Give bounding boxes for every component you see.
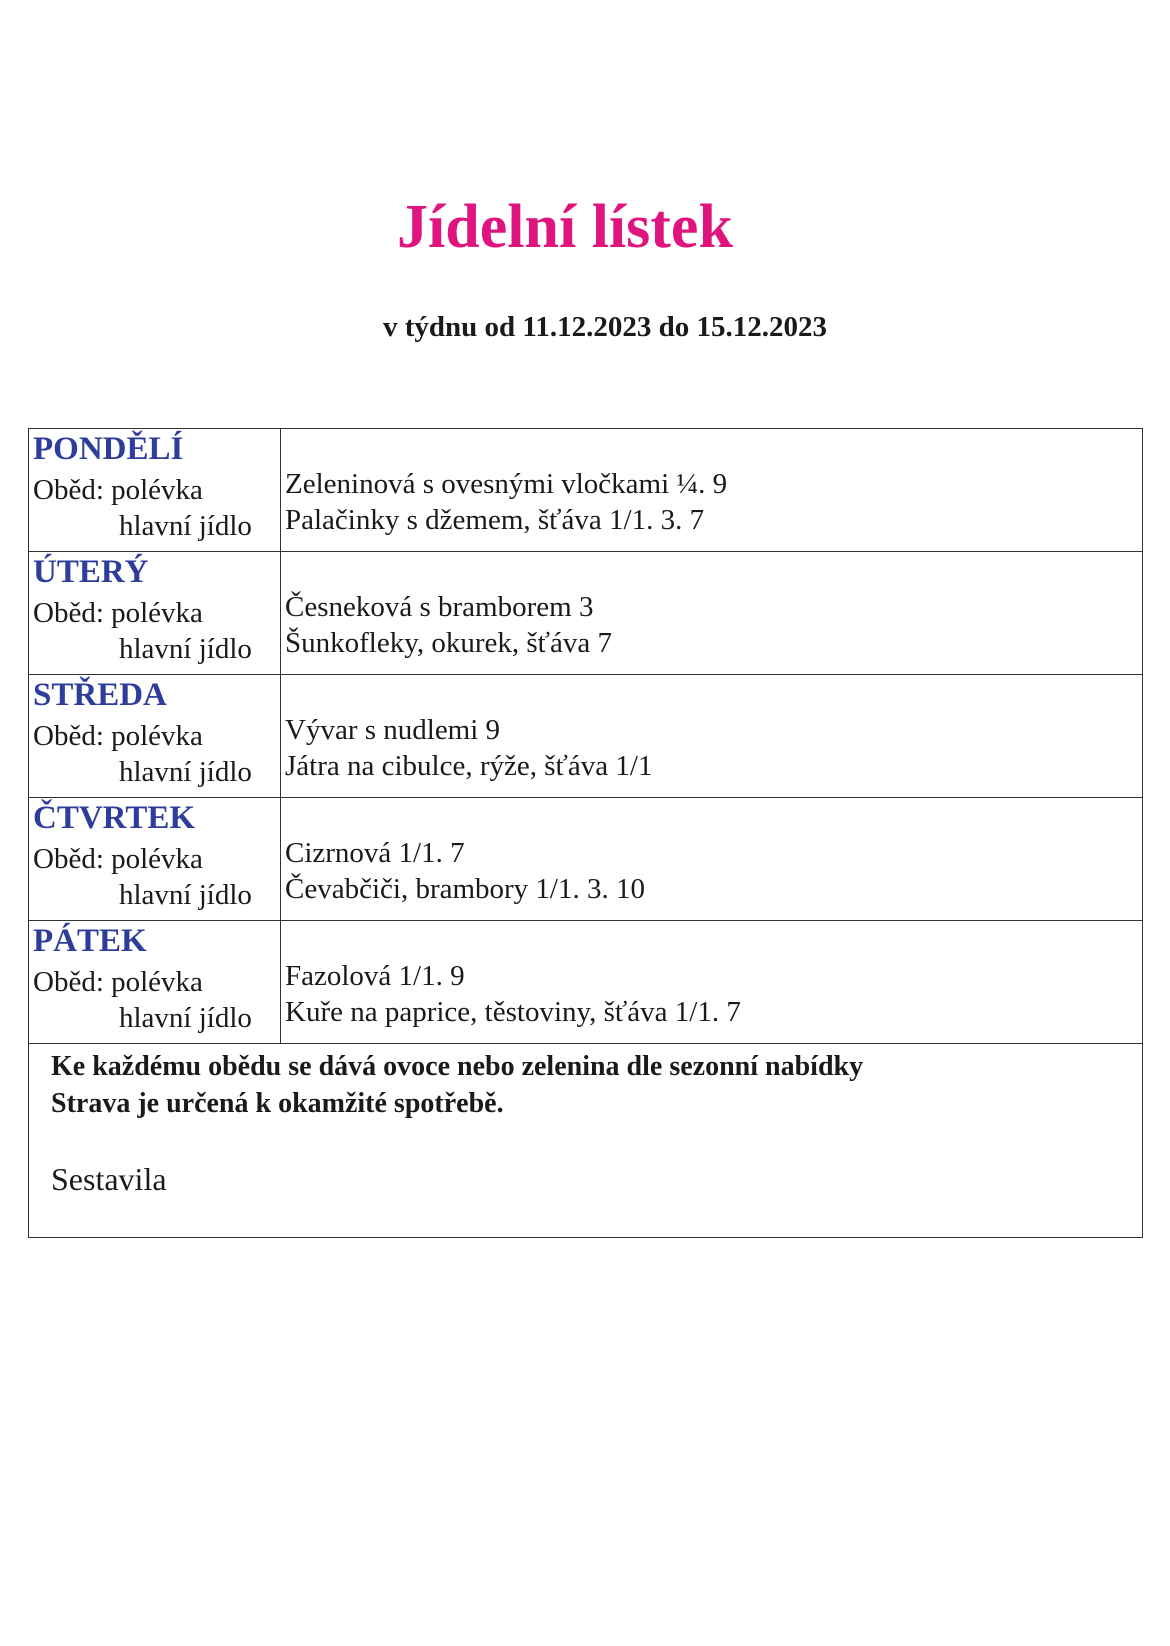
day-dish-cell <box>281 798 1142 920</box>
soup-label: Oběd: polévka <box>33 720 203 752</box>
day-dish-cell <box>281 552 1142 674</box>
main-dish: Kuře na paprice, těstoviny, šťáva 1/1. 7 <box>285 996 741 1028</box>
day-label-cell <box>29 798 281 920</box>
day-dish-cell <box>281 675 1142 797</box>
day-name: STŘEDA <box>33 677 167 713</box>
day-row-monday <box>29 429 1142 552</box>
day-name: ÚTERÝ <box>33 554 149 590</box>
day-row-tuesday <box>29 552 1142 675</box>
day-dish-cell <box>281 429 1142 551</box>
day-row-friday <box>29 921 1142 1044</box>
soup-label: Oběd: polévka <box>33 597 203 629</box>
day-name: PÁTEK <box>33 923 147 959</box>
day-dish-cell <box>281 921 1142 1043</box>
menu-footer <box>29 1044 1142 1237</box>
day-label-cell <box>29 921 281 1043</box>
soup-dish: Cizrnová 1/1. 7 <box>285 837 465 869</box>
soup-label: Oběd: polévka <box>33 474 203 506</box>
day-name: ČTVRTEK <box>33 800 196 836</box>
soup-label: Oběd: polévka <box>33 843 203 875</box>
day-row-wednesday <box>29 675 1142 798</box>
soup-dish: Česneková s bramborem 3 <box>285 591 594 623</box>
fruit-note: Ke každému obědu se dává ovoce nebo zelenina dle sezonní nabídky <box>51 1051 864 1082</box>
soup-dish: Vývar s nudlemi 9 <box>285 714 501 746</box>
main-label: hlavní jídlo <box>119 756 252 788</box>
soup-dish: Zeleninová s ovesnými vločkami ¼. 9 <box>285 468 728 500</box>
main-dish: Játra na cibulce, rýže, šťáva 1/1 <box>285 750 653 782</box>
menu-table <box>28 428 1143 1238</box>
day-row-thursday <box>29 798 1142 921</box>
main-dish: Šunkofleky, okurek, šťáva 7 <box>285 627 613 659</box>
page-title: Jídelní lístek <box>397 193 733 261</box>
main-label: hlavní jídlo <box>119 633 252 665</box>
main-label: hlavní jídlo <box>119 879 252 911</box>
soup-dish: Fazolová 1/1. 9 <box>285 960 465 992</box>
main-label: hlavní jídlo <box>119 510 252 542</box>
week-range: v týdnu od 11.12.2023 do 15.12.2023 <box>383 311 827 343</box>
soup-label: Oběd: polévka <box>33 966 203 998</box>
consumption-note: Strava je určená k okamžité spotřebě. <box>51 1088 504 1119</box>
main-dish: Čevabčiči, brambory 1/1. 3. 10 <box>285 873 645 905</box>
day-label-cell <box>29 552 281 674</box>
signed-by: Sestavila <box>51 1161 167 1197</box>
day-label-cell <box>29 429 281 551</box>
main-label: hlavní jídlo <box>119 1002 252 1034</box>
main-dish: Palačinky s džemem, šťáva 1/1. 3. 7 <box>285 504 705 536</box>
day-name: PONDĚLÍ <box>33 431 184 467</box>
day-label-cell <box>29 675 281 797</box>
